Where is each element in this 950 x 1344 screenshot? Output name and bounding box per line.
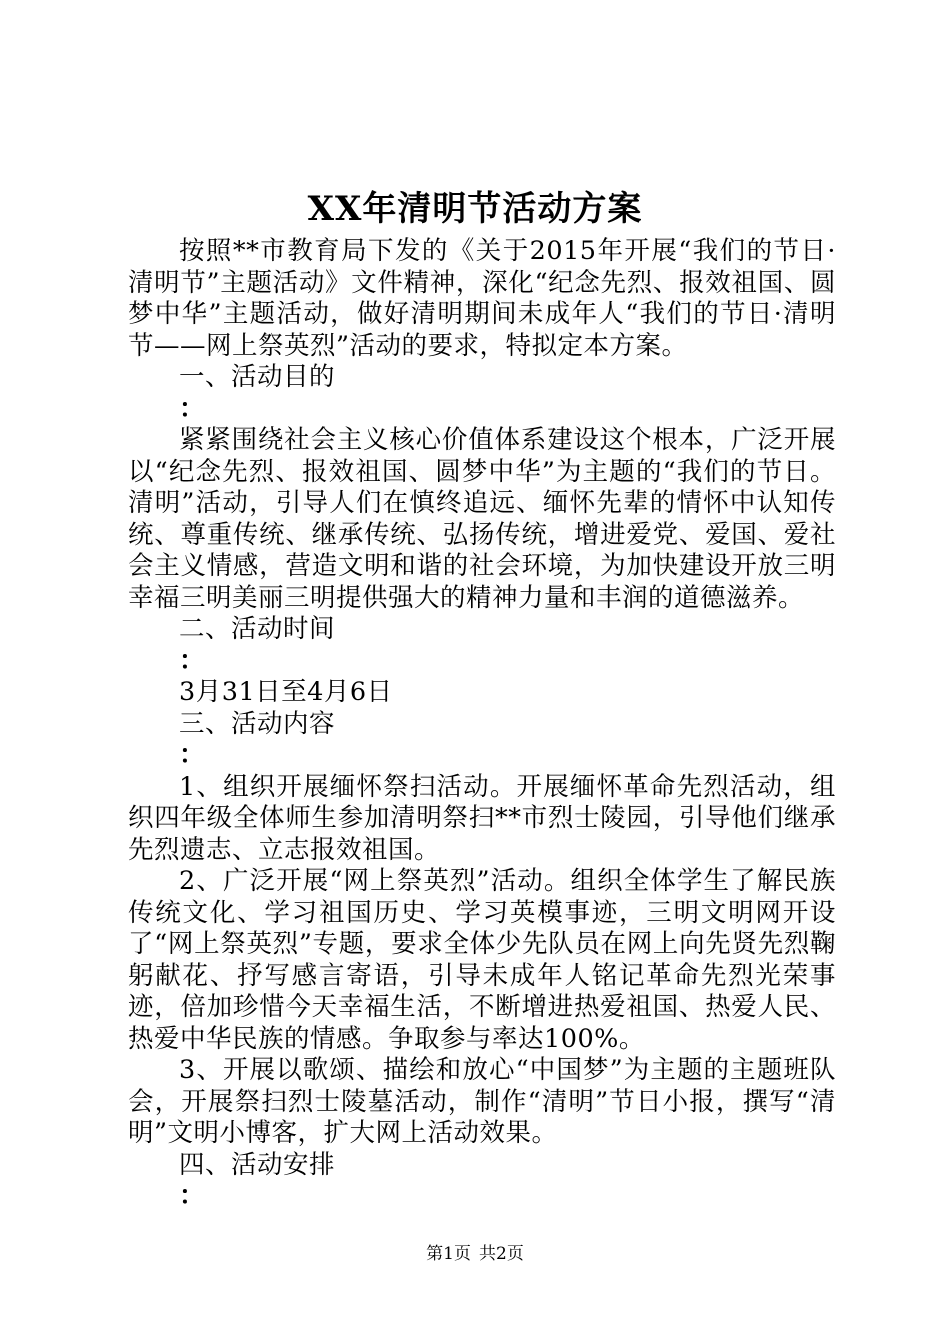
- section-heading-arrangement: 四、活动安排: [179, 1149, 336, 1180]
- document-body: [128, 236, 836, 1213]
- document-title: XX年清明节活动方案: [307, 189, 643, 229]
- time-paragraph: 3月31日至4月6日: [179, 677, 393, 707]
- colon-line: ：: [179, 740, 206, 770]
- content-item-2: 2、广泛开展“网上祭英烈”活动。组织全体学生了解民族传统文化、学习祖国历史、学习英模事迹，三明文明网开设了“网上祭英烈”专题，要求全体少先队员在网上向先贤先烈鞠躬献花、抒写感言寄语，引导未成年人铭记革命先烈光荣事迹，倍加珍惜今天幸福生活，不断增进热爱祖国、热爱人民、热爱中华民族的情感。争取参与率达100%。: [128, 866, 836, 1054]
- colon-line: ：: [179, 393, 206, 424]
- page-footer: [0, 1242, 950, 1266]
- colon-line: ：: [179, 1181, 206, 1211]
- section-heading-purpose: 一、活动目的: [179, 362, 336, 392]
- page-total: 共2页: [479, 1244, 524, 1264]
- section-heading-time: 二、活动时间: [179, 614, 336, 644]
- purpose-paragraph: 紧紧围绕社会主义核心价值体系建设这个根本，广泛开展以“纪念先烈、报效祖国、圆梦中华”为主题的“我们的节日。清明”活动，引导人们在慎终追远、缅怀先辈的情怀中认知传统、尊重传统、继承传统、弘扬传统，增进爱党、爱国、爱社会主义情感，营造文明和谐的社会环境，为加快建设开放三明幸福三明美丽三明提供强大的精神力量和丰润的道德滋养。: [128, 425, 836, 613]
- colon-line: ：: [179, 645, 206, 676]
- content-item-1: 1、组织开展缅怀祭扫活动。开展缅怀革命先烈活动，组织四年级全体师生参加清明祭扫**市烈士陵园，引导他们继承先烈遗志、立志报效祖国。: [128, 771, 836, 865]
- section-heading-content: 三、活动内容: [179, 708, 336, 739]
- page-number: 第1页: [426, 1244, 471, 1264]
- intro-paragraph: 按照**市教育局下发的《关于2015年开展“我们的节日·清明节”主题活动》文件精神，深化“纪念先烈、报效祖国、圆梦中华”主题活动，做好清明期间未成年人“我们的节日·清明节——网上祭英烈”活动的要求，特拟定本方案。: [128, 236, 836, 361]
- content-item-3: 3、开展以歌颂、描绘和放心“中国梦”为主题的主题班队会，开展祭扫烈士陵墓活动，制作“清明”节日小报，撰写“清明”文明小博客，扩大网上活动效果。: [128, 1055, 836, 1148]
